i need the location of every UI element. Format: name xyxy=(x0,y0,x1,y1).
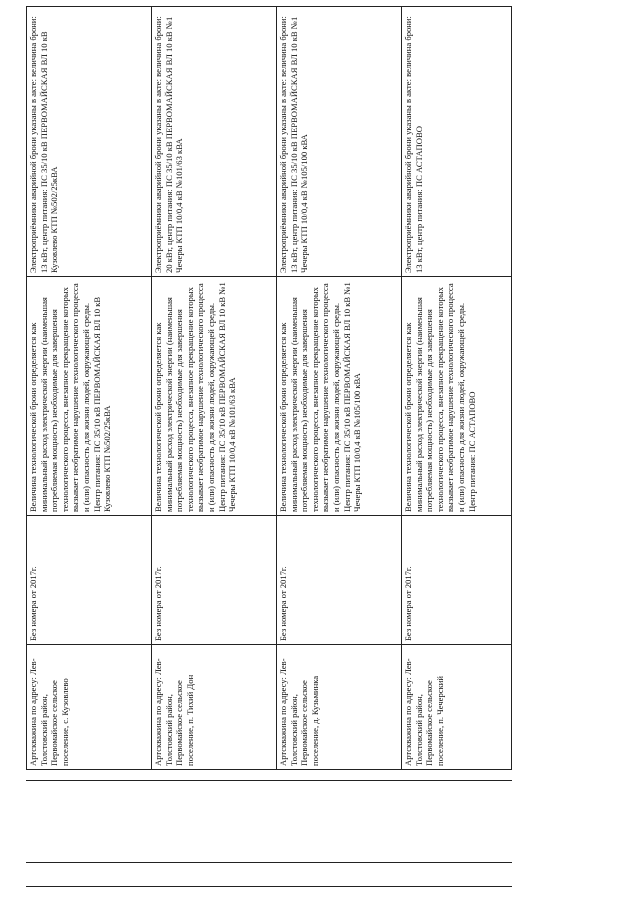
blank-row-line xyxy=(26,886,512,887)
table-row xyxy=(27,7,152,770)
table-row xyxy=(277,7,402,770)
table-row xyxy=(402,7,512,770)
reservation-table xyxy=(26,6,512,770)
document-cell: Без номера от 2017г. xyxy=(152,516,277,645)
blank-row-line xyxy=(26,780,512,781)
document-cell: Без номера от 2017г. xyxy=(277,516,402,645)
emergency-reserve-cell: Электроприёмники аварийной брони указаны в акте: величина брони: 13 кВт, центр питания: ПС 35/10 кВ ПЕРВОМАЙСКАЯ ВЛ 10 кВ Кузовлево КТП №502/25кВА xyxy=(27,7,152,277)
table-row xyxy=(152,7,277,770)
address-cell: Артскважина по адресу: Лев-Толстовский район, Первомайское сельское поселение, с. Кузовлево xyxy=(27,645,152,770)
tech-reserve-cell: Величина технологической брони определяется как минимальный расход электрической энергии (наименьшая потребляемая мощность) необходимые для завершения технологического процесса, внезапное прекращение которых вызывает необратимое нарушение технологического процесса и (или) опасность для жизни людей, окружающей среды. Центр питания: ПС 35/10 кВ ПЕРВОМАЙСКАЯ ВЛ 10 кВ №1 Чечеры КТП 10/0,4 кВ №101/63 кВА xyxy=(152,277,277,516)
document-cell: Без номера от 2017г. xyxy=(402,516,512,645)
document-cell: Без номера от 2017г. xyxy=(27,516,152,645)
tech-reserve-cell: Величина технологической брони определяется как минимальный расход электрической энергии (наименьшая потребляемая мощность) необходимые для завершения технологического процесса, внезапное прекращение которых вызывает необратимое нарушение технологического процесса и (или) опасность для жизни людей, окружающей среды. Центр питания: ПС 35/10 кВ ПЕРВОМАЙСКАЯ ВЛ 10 кВ №1 Чечеры КТП 10/0,4 кВ №105/100 кВА xyxy=(277,277,402,516)
emergency-reserve-cell: Электроприёмники аварийной брони указаны в акте: величина брони: 13 кВт, центр питания: ПС АСТАПОВО xyxy=(402,7,512,277)
address-cell: Артскважина по адресу: Лев-Толстовский район, Первомайское сельское поселение, п. Тихий Дон xyxy=(152,645,277,770)
tech-reserve-cell: Величина технологической брони определяется как минимальный расход электрической энергии (наименьшая потребляемая мощность) необходимые для завершения технологического процесса, внезапное прекращение которых вызывает необратимое нарушение технологического процесса и (или) опасность для жизни людей, окружающей среды. Центр питания: ПС АСТАПОВО xyxy=(402,277,512,516)
address-cell: Артскважина по адресу: Лев-Толстовский район, Первомайское сельское поселение, п. Чечерский xyxy=(402,645,512,770)
tech-reserve-cell: Величина технологической брони определяется как минимальный расход электрической энергии (наименьшая потребляемая мощность) необходимые для завершения технологического процесса, внезапное прекращение которых вызывает необратимое нарушение технологического процесса и (или) опасность для жизни людей, окружающей среды. Центр питания: ПС 35/10 кВ ПЕРВОМАЙСКАЯ ВЛ 10 кВ Кузовлево КТП №502/25кВА xyxy=(27,277,152,516)
rotated-page xyxy=(26,16,512,770)
emergency-reserve-cell: Электроприёмники аварийной брони указаны в акте: величина брони: 13 кВт, центр питания: ПС 35/10 кВ ПЕРВОМАЙСКАЯ ВЛ 10 кВ №1 Чечеры КТП 10/0,4 кВ №105/100 кВА xyxy=(277,7,402,277)
emergency-reserve-cell: Электроприёмники аварийной брони указаны в акте: величина брони: 20 кВт, центр питания: ПС 35/10 кВ ПЕРВОМАЙСКАЯ ВЛ 10 кВ №1 Чечеры КТП 10/0,4 кВ №101/63 кВА xyxy=(152,7,277,277)
address-cell: Артскважина по адресу: Лев-Толстовский район, Первомайское сельское поселение, д. Кузьминка xyxy=(277,645,402,770)
blank-row-line xyxy=(26,862,512,863)
